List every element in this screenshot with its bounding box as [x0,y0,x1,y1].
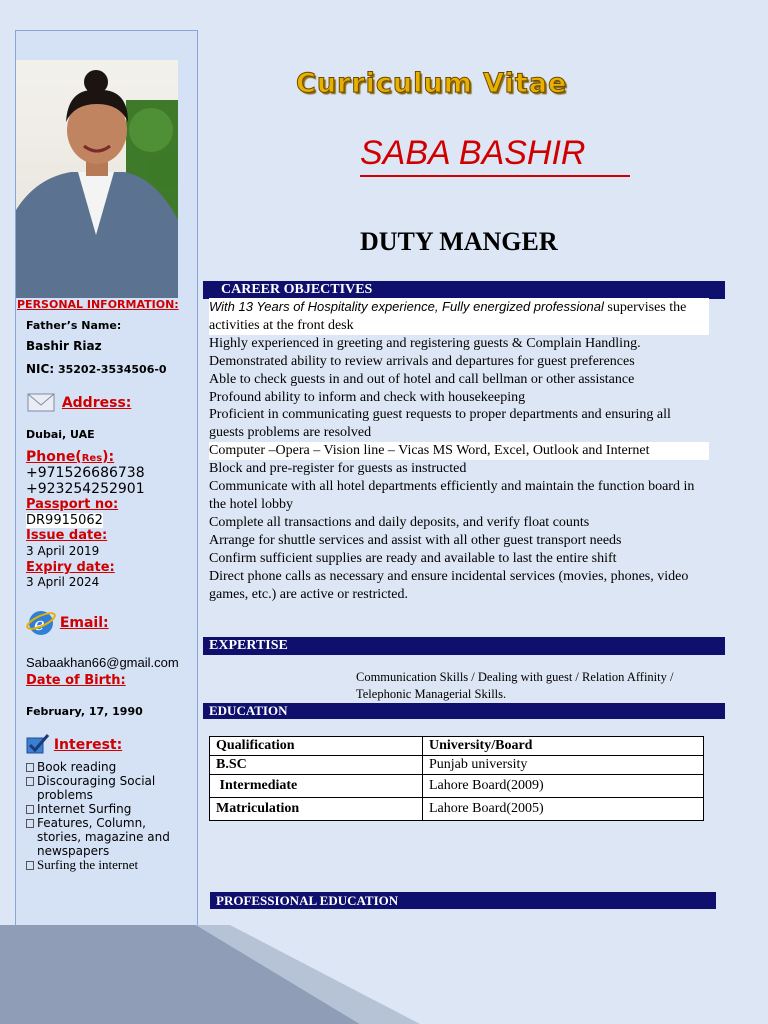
personal-info-heading: PERSONAL INFORMATION: [17,298,179,311]
issue-date-value: 3 April 2019 [26,544,100,558]
list-item: Internet Surfing [26,802,176,816]
job-title: DUTY MANGER [360,227,558,256]
table-cell: Lahore Board(2009) [423,775,704,798]
dob-label: Date of Birth: [26,673,126,688]
career-objectives-heading: CAREER OBJECTIVES [203,281,725,299]
list-item: Confirm sufficient supplies are ready and available to last the entire shift [209,550,617,566]
profile-photo-illustration [16,60,178,298]
list-item: Communicate with all hotel departments efficiently and maintain the function board in the hotel lobby [209,479,695,512]
column-header: University/Board [423,737,704,756]
nic-label: NIC: [26,362,55,376]
list-item: Discouraging Social problems [26,774,176,802]
email-row [26,606,109,641]
envelope-icon [26,390,58,417]
list-item: Direct phone calls as necessary and ensure incidental services (movies, phones, video games, etc.) are active or restricted. [209,568,689,602]
address-label: Address: [61,395,132,411]
list-item: Book reading [26,760,176,774]
table-cell: Punjab university [423,756,704,775]
address-row [26,390,131,417]
table-row [210,775,704,798]
cv-title: Curriculum Vitae [296,68,568,99]
address-value: Dubai, UAE [26,428,95,441]
passport-value: DR9915062 [26,513,103,528]
passport-label: Passport no: [26,497,119,512]
table-cell: Lahore Board(2005) [423,798,704,821]
column-header: Qualification [210,737,423,756]
phone-label: Phone(Res): [26,449,115,465]
list-item: Features, Column, stories, magazine and newspapers [26,816,176,858]
list-item: Profound ability to inform and check with housekeeping [209,389,526,405]
fathers-name-label: Father’s Name: [26,319,122,332]
issue-date-label: Issue date: [26,528,108,543]
nic-value: 35202-3534506-0 [57,363,167,376]
table-cell: B.SC [210,756,423,775]
phone-2: +923254252901 [26,481,145,497]
list-item: Computer –Opera – Vision line – Vicas MS Word, Excel, Outlook and Internet [209,442,709,460]
expiry-date-value: 3 April 2024 [26,575,100,589]
interest-list [26,760,176,872]
table-header-row [210,737,704,756]
nic-row [26,362,167,376]
list-item: Surfing the internet [26,858,176,872]
table-row [210,756,704,775]
career-objectives-body [209,298,709,603]
education-heading: EDUCATION [203,703,725,719]
list-item: Demonstrated ability to review arrivals and departures for guest preferences [209,353,635,369]
interest-row [26,733,122,758]
svg-text:e: e [34,614,45,635]
table-cell: Intermediate [210,775,423,798]
phone-1: +971526686738 [26,465,145,481]
checkbox-checked-icon [26,733,50,758]
education-table [209,736,704,821]
list-item: Proficient in communicating guest requests to proper departments and ensuring all guests problems are resolved [209,407,671,441]
expertise-heading: EXPERTISE [203,637,725,655]
list-item: Able to check guests in and out of hotel and call bellman or other assistance [209,371,635,387]
list-item: Highly experienced in greeting and registering guests & Complain Handling. [209,335,641,351]
professional-education-heading: PROFESSIONAL EDUCATION [210,892,716,909]
list-item: Arrange for shuttle services and assist with all other guest transport needs [209,532,622,548]
list-item: Complete all transactions and daily deposits, and verify float counts [209,514,590,530]
bottom-decoration [0,925,768,1024]
email-label: Email: [59,615,109,631]
profile-photo [16,60,178,298]
dob-value: February, 17, 1990 [26,705,143,718]
expertise-text: Communication Skills / Dealing with guest / Relation Affinity / Telephonic Managerial Skills. [356,670,674,701]
table-row [210,798,704,821]
list-item: Block and pre-register for guests as instructed [209,461,467,477]
interest-label: Interest: [53,737,123,753]
internet-explorer-icon [26,606,56,641]
table-cell: Matriculation [210,798,423,821]
email-value[interactable]: Sabaakhan66@gmail.com [26,655,179,670]
fathers-name-value: Bashir Riaz [26,339,102,353]
expiry-date-label: Expiry date: [26,560,115,575]
career-intro: With 13 Years of Hospitality experience, Fully energized professional supervises the activities at the front desk [209,298,709,335]
candidate-name: SABA BASHIR [360,134,630,177]
